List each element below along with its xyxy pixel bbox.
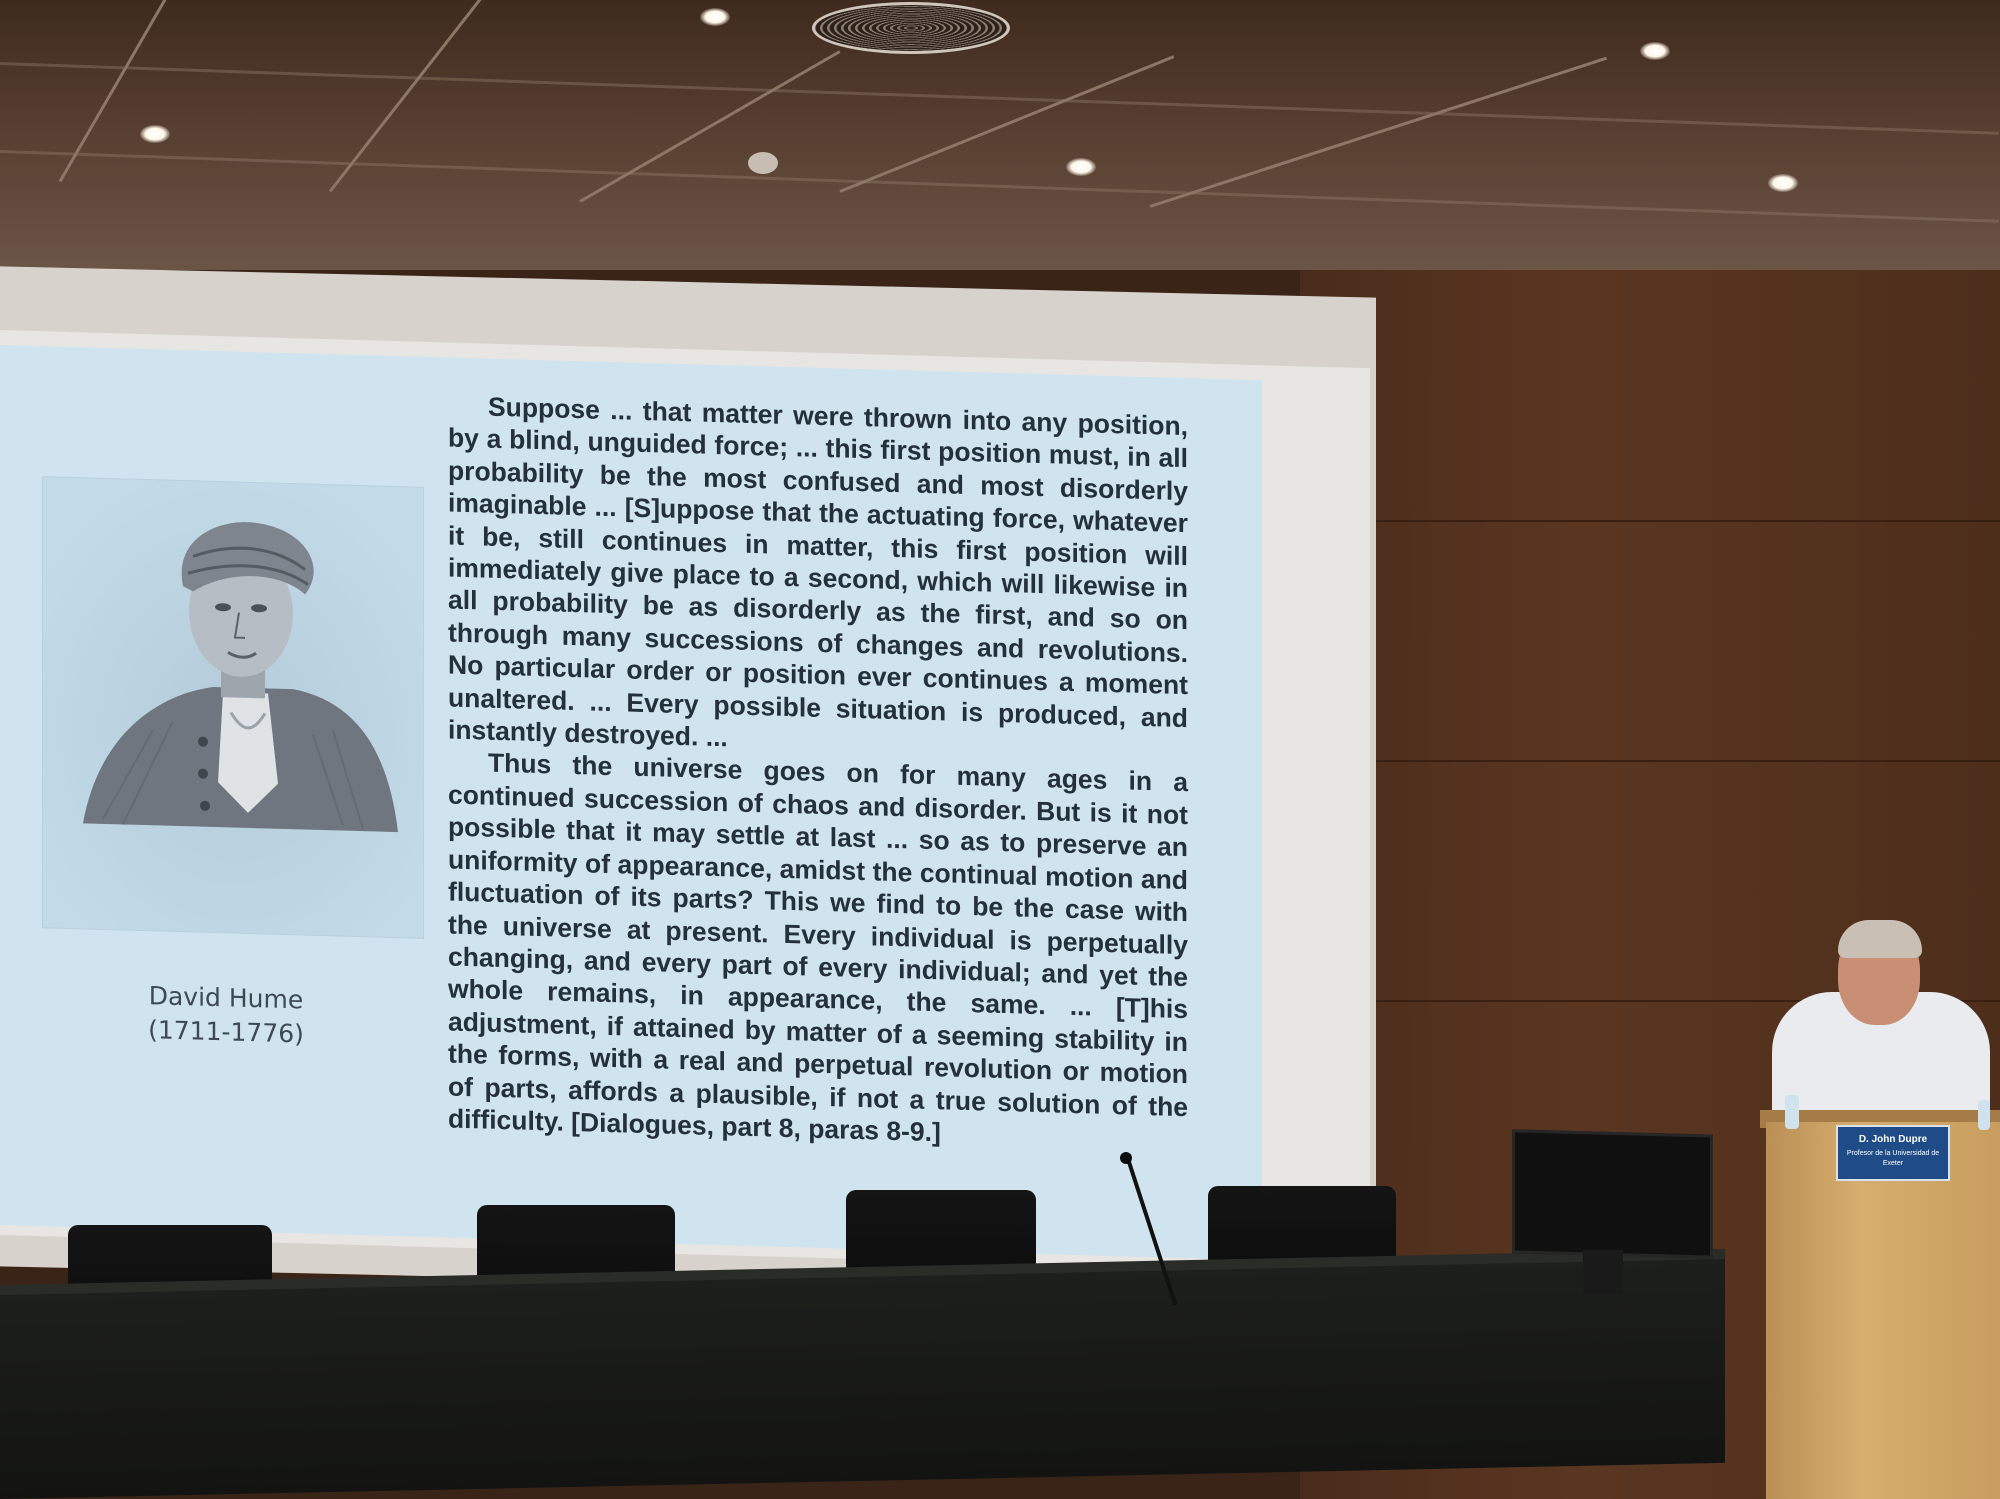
monitor-stand	[1583, 1250, 1623, 1295]
ceiling-tile-seam	[839, 55, 1174, 193]
microphone-head	[1120, 1152, 1132, 1164]
nameplate-subtitle: Profesor de la Universidad de Exeter	[1846, 1150, 1940, 1167]
presentation-slide	[0, 345, 1262, 1260]
ceiling-tile-seam	[0, 150, 1999, 223]
water-bottle-icon	[1978, 1100, 1990, 1130]
ceiling-tile-seam	[0, 62, 1999, 135]
monitor-icon	[1512, 1129, 1713, 1258]
nameplate-name: D. John Dupre	[1858, 1134, 1928, 1145]
quote-paragraph-2: Thus the universe goes on for many ages in a continued succession of chaos and disorder. But is it not possible that it may settle at last ... so as to preserve an uniformity of appearance, amidst the continual motion and fluctuation of its parts? This we find to be the case with the universe at present. Every individual is perpetually changing, and every part of every individual; and yet the whole remains, in appearance, the same. ... [T]his adjustment, if attained by matter of a seeming stability in the forms, with a real and perpetual revolution or motion of parts, affords a plausible, if not a true solution of the difficulty. [Dialogues, part 8, paras 8-9.]	[448, 748, 1188, 1148]
ceiling-light-icon	[1768, 174, 1798, 192]
ceiling-light-icon	[140, 125, 170, 143]
wall-panel-seam	[1360, 520, 2000, 522]
ceiling-vent-icon	[812, 2, 1010, 54]
david-hume-portrait-icon	[43, 477, 423, 938]
ceiling	[0, 0, 2000, 270]
speaker-hair	[1838, 920, 1922, 958]
ceiling-light-icon	[1066, 158, 1096, 176]
portrait-caption	[96, 978, 356, 1053]
water-bottle-icon	[1785, 1095, 1799, 1129]
quote-paragraph-1: Suppose ... that matter were thrown into any position, by a blind, unguided force; ... this first position must, in all probability be the most confused and most disorderly imaginable ... [S]uppose that the actuating force, whatever it be, still continues in matter, this first position will immediately give place to a second, which will likewise in all probability be as disorderly as the first, and so on through many successions of changes and revolutions. No particular order or position ever continues a moment unaltered. ... Every possible situation is produced, and instantly destroyed. ...	[448, 391, 1188, 753]
conference-table	[0, 1259, 1725, 1499]
portrait-engraving	[42, 476, 424, 939]
ceiling-tile-seam	[1150, 57, 1607, 208]
ceiling-light-icon	[1640, 42, 1670, 60]
speaker-nameplate	[1836, 1125, 1950, 1181]
smoke-detector-icon	[748, 152, 778, 174]
portrait-caption-years: (1711-1776)	[148, 1015, 304, 1049]
wall-panel-seam	[1360, 760, 2000, 762]
hume-dialogues-quote	[448, 390, 1188, 1156]
ceiling-light-icon	[700, 8, 730, 26]
portrait-caption-name: David Hume	[148, 981, 304, 1015]
